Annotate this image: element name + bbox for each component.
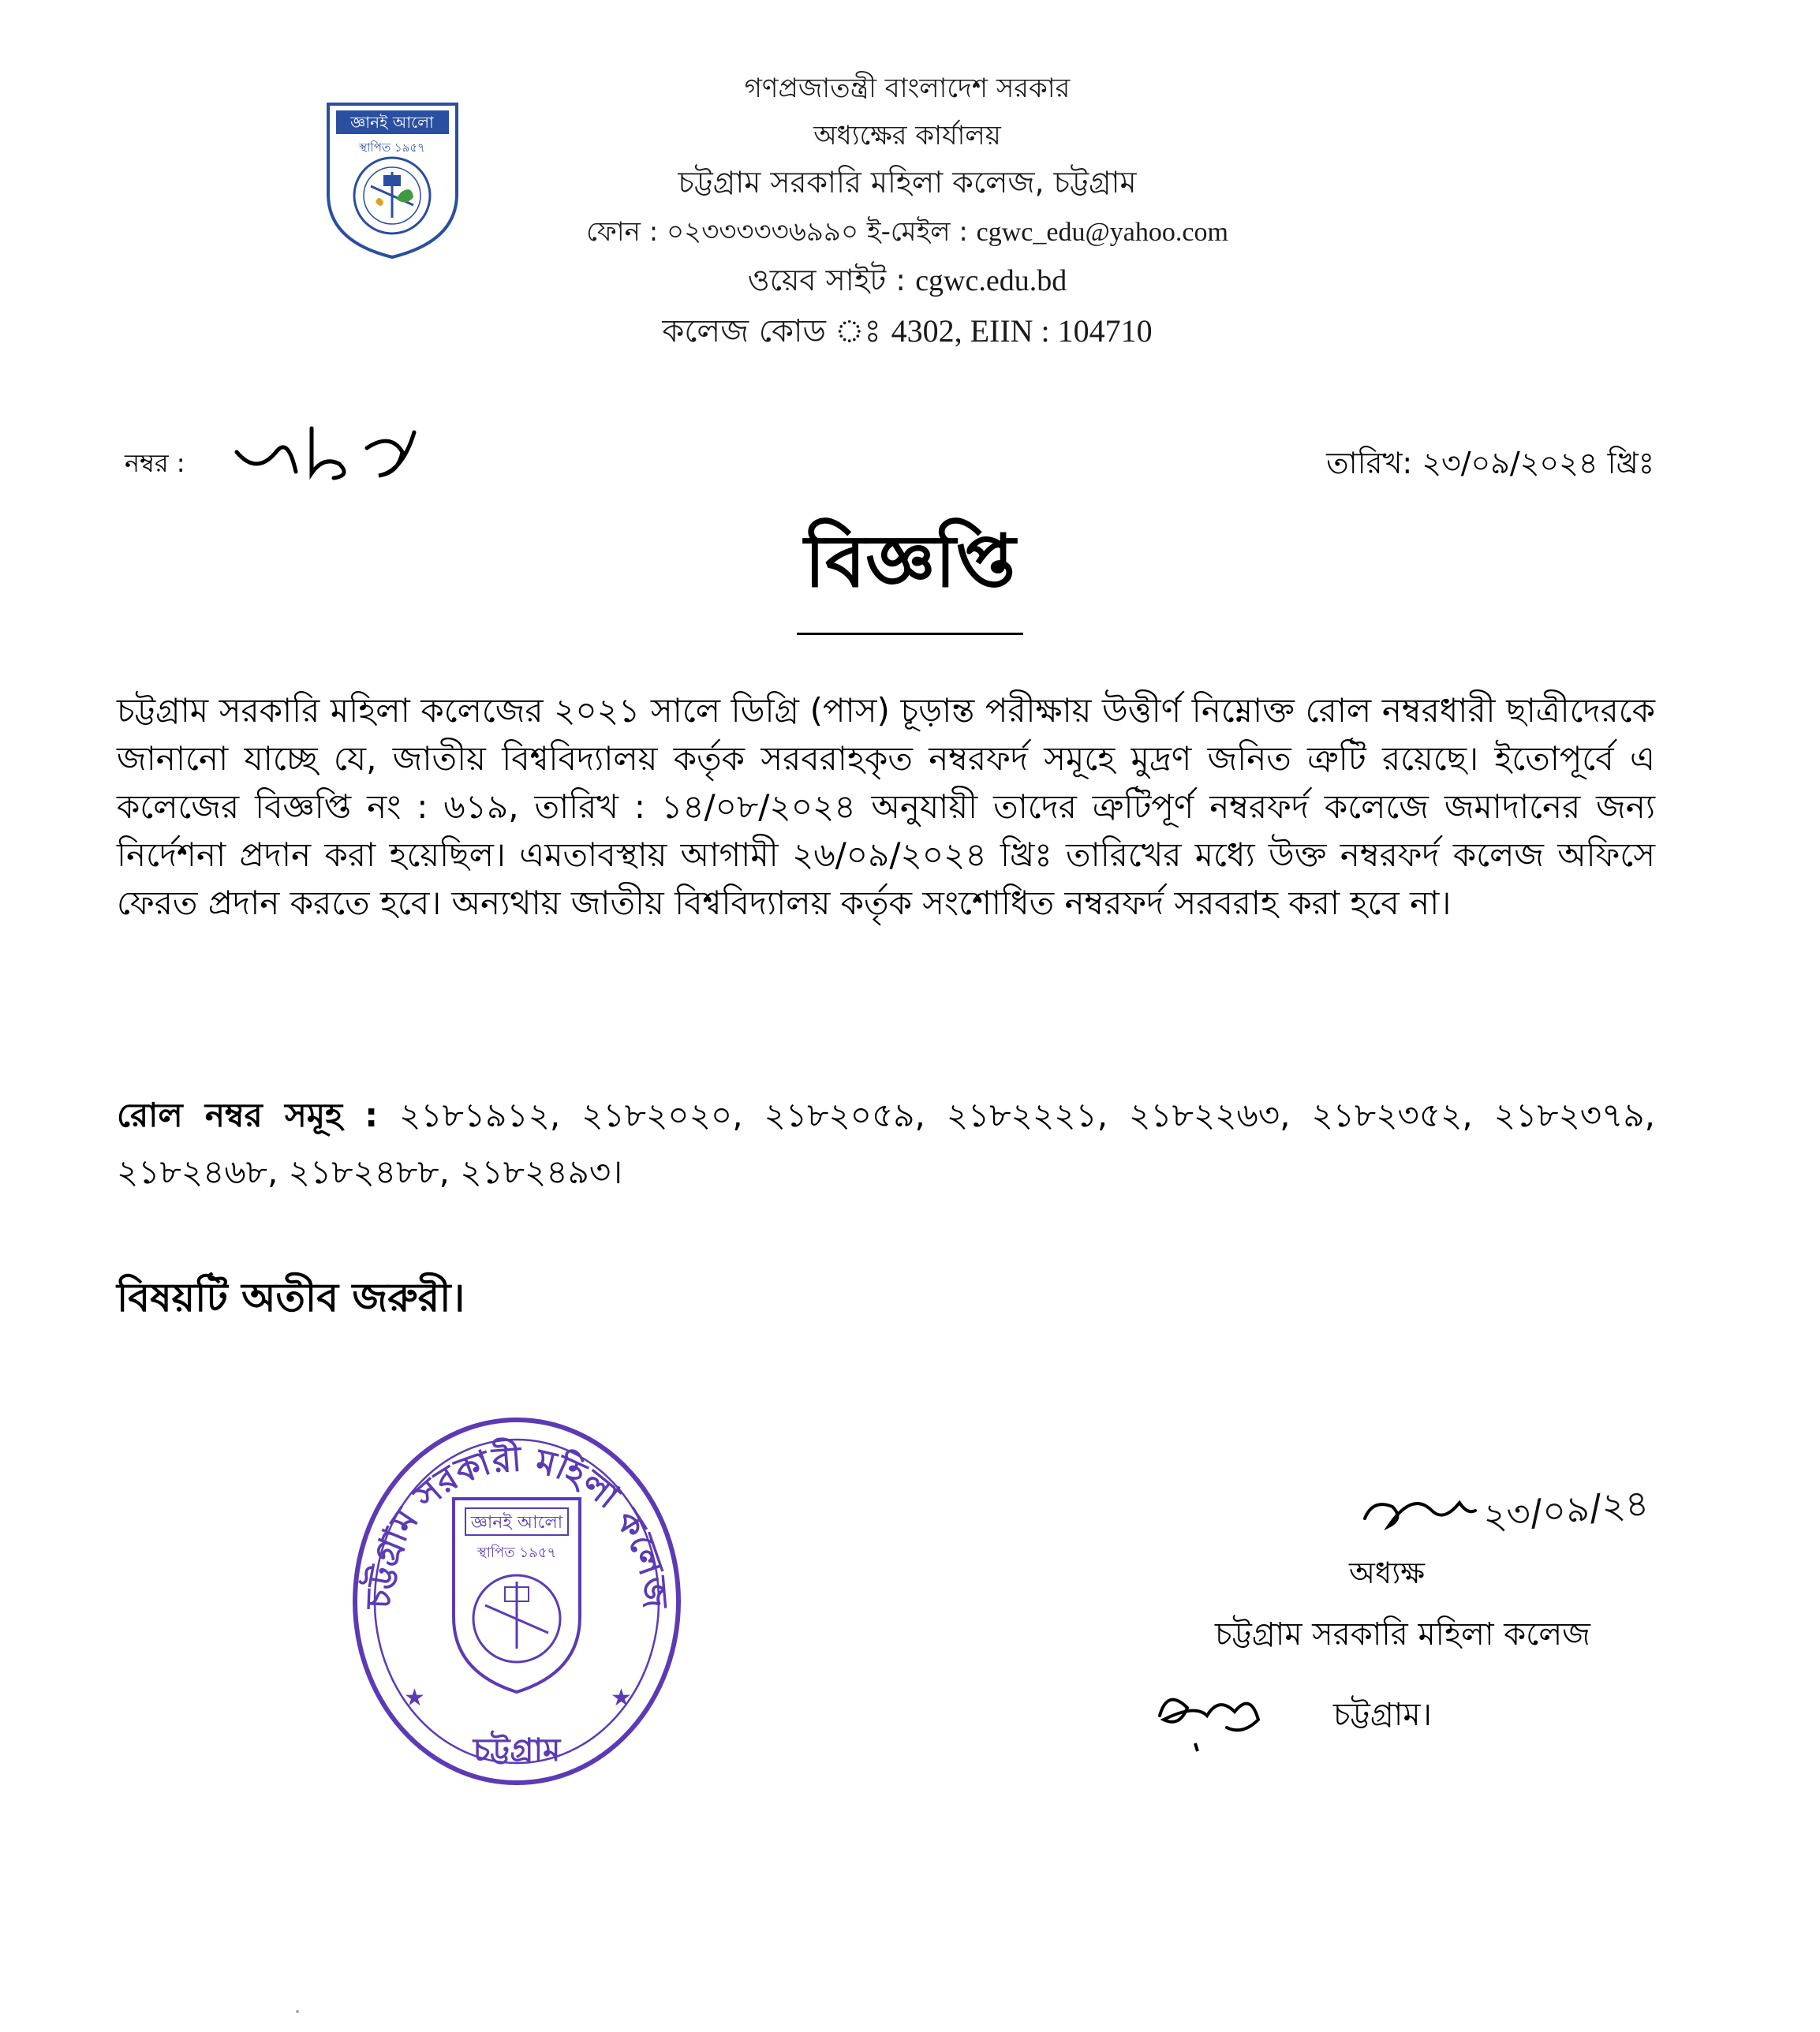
header-office: অধ্যক্ষের কার্যালয় [813,120,1001,151]
date-label: তারিখ: [1326,446,1413,480]
svg-text:স্থাপিত ১৯৫৭: স্থাপিত ১৯৫৭ [476,1545,557,1561]
svg-text:জ্ঞানই আলো: জ্ঞানই আলো [350,113,434,132]
reference-label: নম্বর : [125,448,185,478]
header-website [442,257,1373,308]
notice-paragraph: চট্টগ্রাম সরকারি মহিলা কলেজের ২০২১ সালে ডিগ্রি (পাস) চূড়ান্ত পরীক্ষায় উত্তীর্ণ নিম্নোক্ত রোল নম্বরধারী ছাত্রীদেরকে জানানো যাচ্ছে যে, জাতীয় বিশ্ববিদ্যালয় কর্তৃক সরবরাহকৃত নম্বরফর্দ সমূহে মুদ্রণ জনিত ত্রুটি রয়েছে। ইতোপূর্বে এ কলেজের বিজ্ঞপ্তি নং : ৬১৯, তারিখ : ১৪/০৮/২০২৪ অনুযায়ী তাদের ত্রুটিপূর্ণ নম্বরফর্দ কলেজে জমাদানের জন্য নির্দেশনা প্রদান করা হয়েছিল। এমতাবস্থায় আগামী ২৬/০৯/২০২৪ খ্রিঃ তারিখের মধ্যে উক্ত নম্বরফর্দ কলেজ অফিসে ফেরত প্রদান করতে হবে। অন্যথায় জাতীয় বিশ্ববিদ্যালয় কর্তৃক সংশোধিত নম্বরফর্দ সরবরাহ করা হবে না। [117,691,1655,922]
date-value: ২৩/০৯/২০২৪ খ্রিঃ [1422,446,1654,480]
website-label: ওয়েব সাইট : [747,263,906,297]
college-logo [323,99,462,261]
notice-title [0,505,1820,635]
svg-text:স্থাপিত ১৯৫৭: স্থাপিত ১৯৫৭ [359,140,425,155]
svg-text:★: ★ [611,1684,632,1712]
college-seal-stamp [347,1412,686,1791]
date [1326,440,1654,491]
svg-text:চট্টগ্রাম সরকারী মহিলা কলেজ: চট্টগ্রাম সরকারী মহিলা কলেজ [358,1439,675,1610]
code-value: 4302, EIIN : 104710 [891,313,1153,349]
phone-label: ফোন : [586,216,659,248]
signature-date: ২৩/০৯/২৪ [1481,1481,1650,1539]
svg-text:জ্ঞানই আলো: জ্ঞানই আলো [470,1513,563,1533]
signatory-designation: অধ্যক্ষ [1349,1556,1426,1590]
notice-title-text: বিজ্ঞপ্তি [797,505,1024,635]
email-label: ই-মেইল : [866,216,968,248]
important-note: বিষয়টি অতীব জরুরী। [117,1275,465,1320]
email-value: cgwc_edu@yahoo.com [976,218,1228,247]
svg-text:চট্টগ্রাম: চট্টগ্রাম [473,1732,561,1769]
header-contact [442,211,1373,256]
signatory-city: চট্টগ্রাম। [1333,1697,1432,1733]
roll-numbers-list: ২১৮১৯১২, ২১৮২০২০, ২১৮২০৫৯, ২১৮২২২১, ২১৮২২৬৩, ২১৮২৩৫২, ২১৮২৩৭৯, ২১৮২৪৬৮, ২১৮২৪৮৮, ২১৮২৪৯৩। [117,1096,1655,1191]
code-label: কলেজ কোড ঃ [662,313,881,349]
phone-value: ০২৩৩৩৩৩৬৯৯০ [666,216,859,248]
header-college-code [442,306,1373,359]
signatory-college: চট্টগ্রাম সরকারি মহিলা কলেজ [1215,1616,1590,1653]
handwritten-reference-number [233,416,438,487]
handwritten-initials [1148,1672,1306,1759]
website-value: cgwc.edu.bd [915,264,1067,297]
header-government: গণপ্রজাতন্ত্রী বাংলাদেশ সরকার [744,73,1071,104]
svg-text:★: ★ [404,1684,425,1712]
scan-speck [296,2010,299,2013]
header-college: চট্টগ্রাম সরকারি মহিলা কলেজ, চট্টগ্রাম [678,165,1137,200]
roll-numbers [117,1087,1655,1201]
roll-numbers-label: রোল নম্বর সমূহ : [117,1096,379,1134]
